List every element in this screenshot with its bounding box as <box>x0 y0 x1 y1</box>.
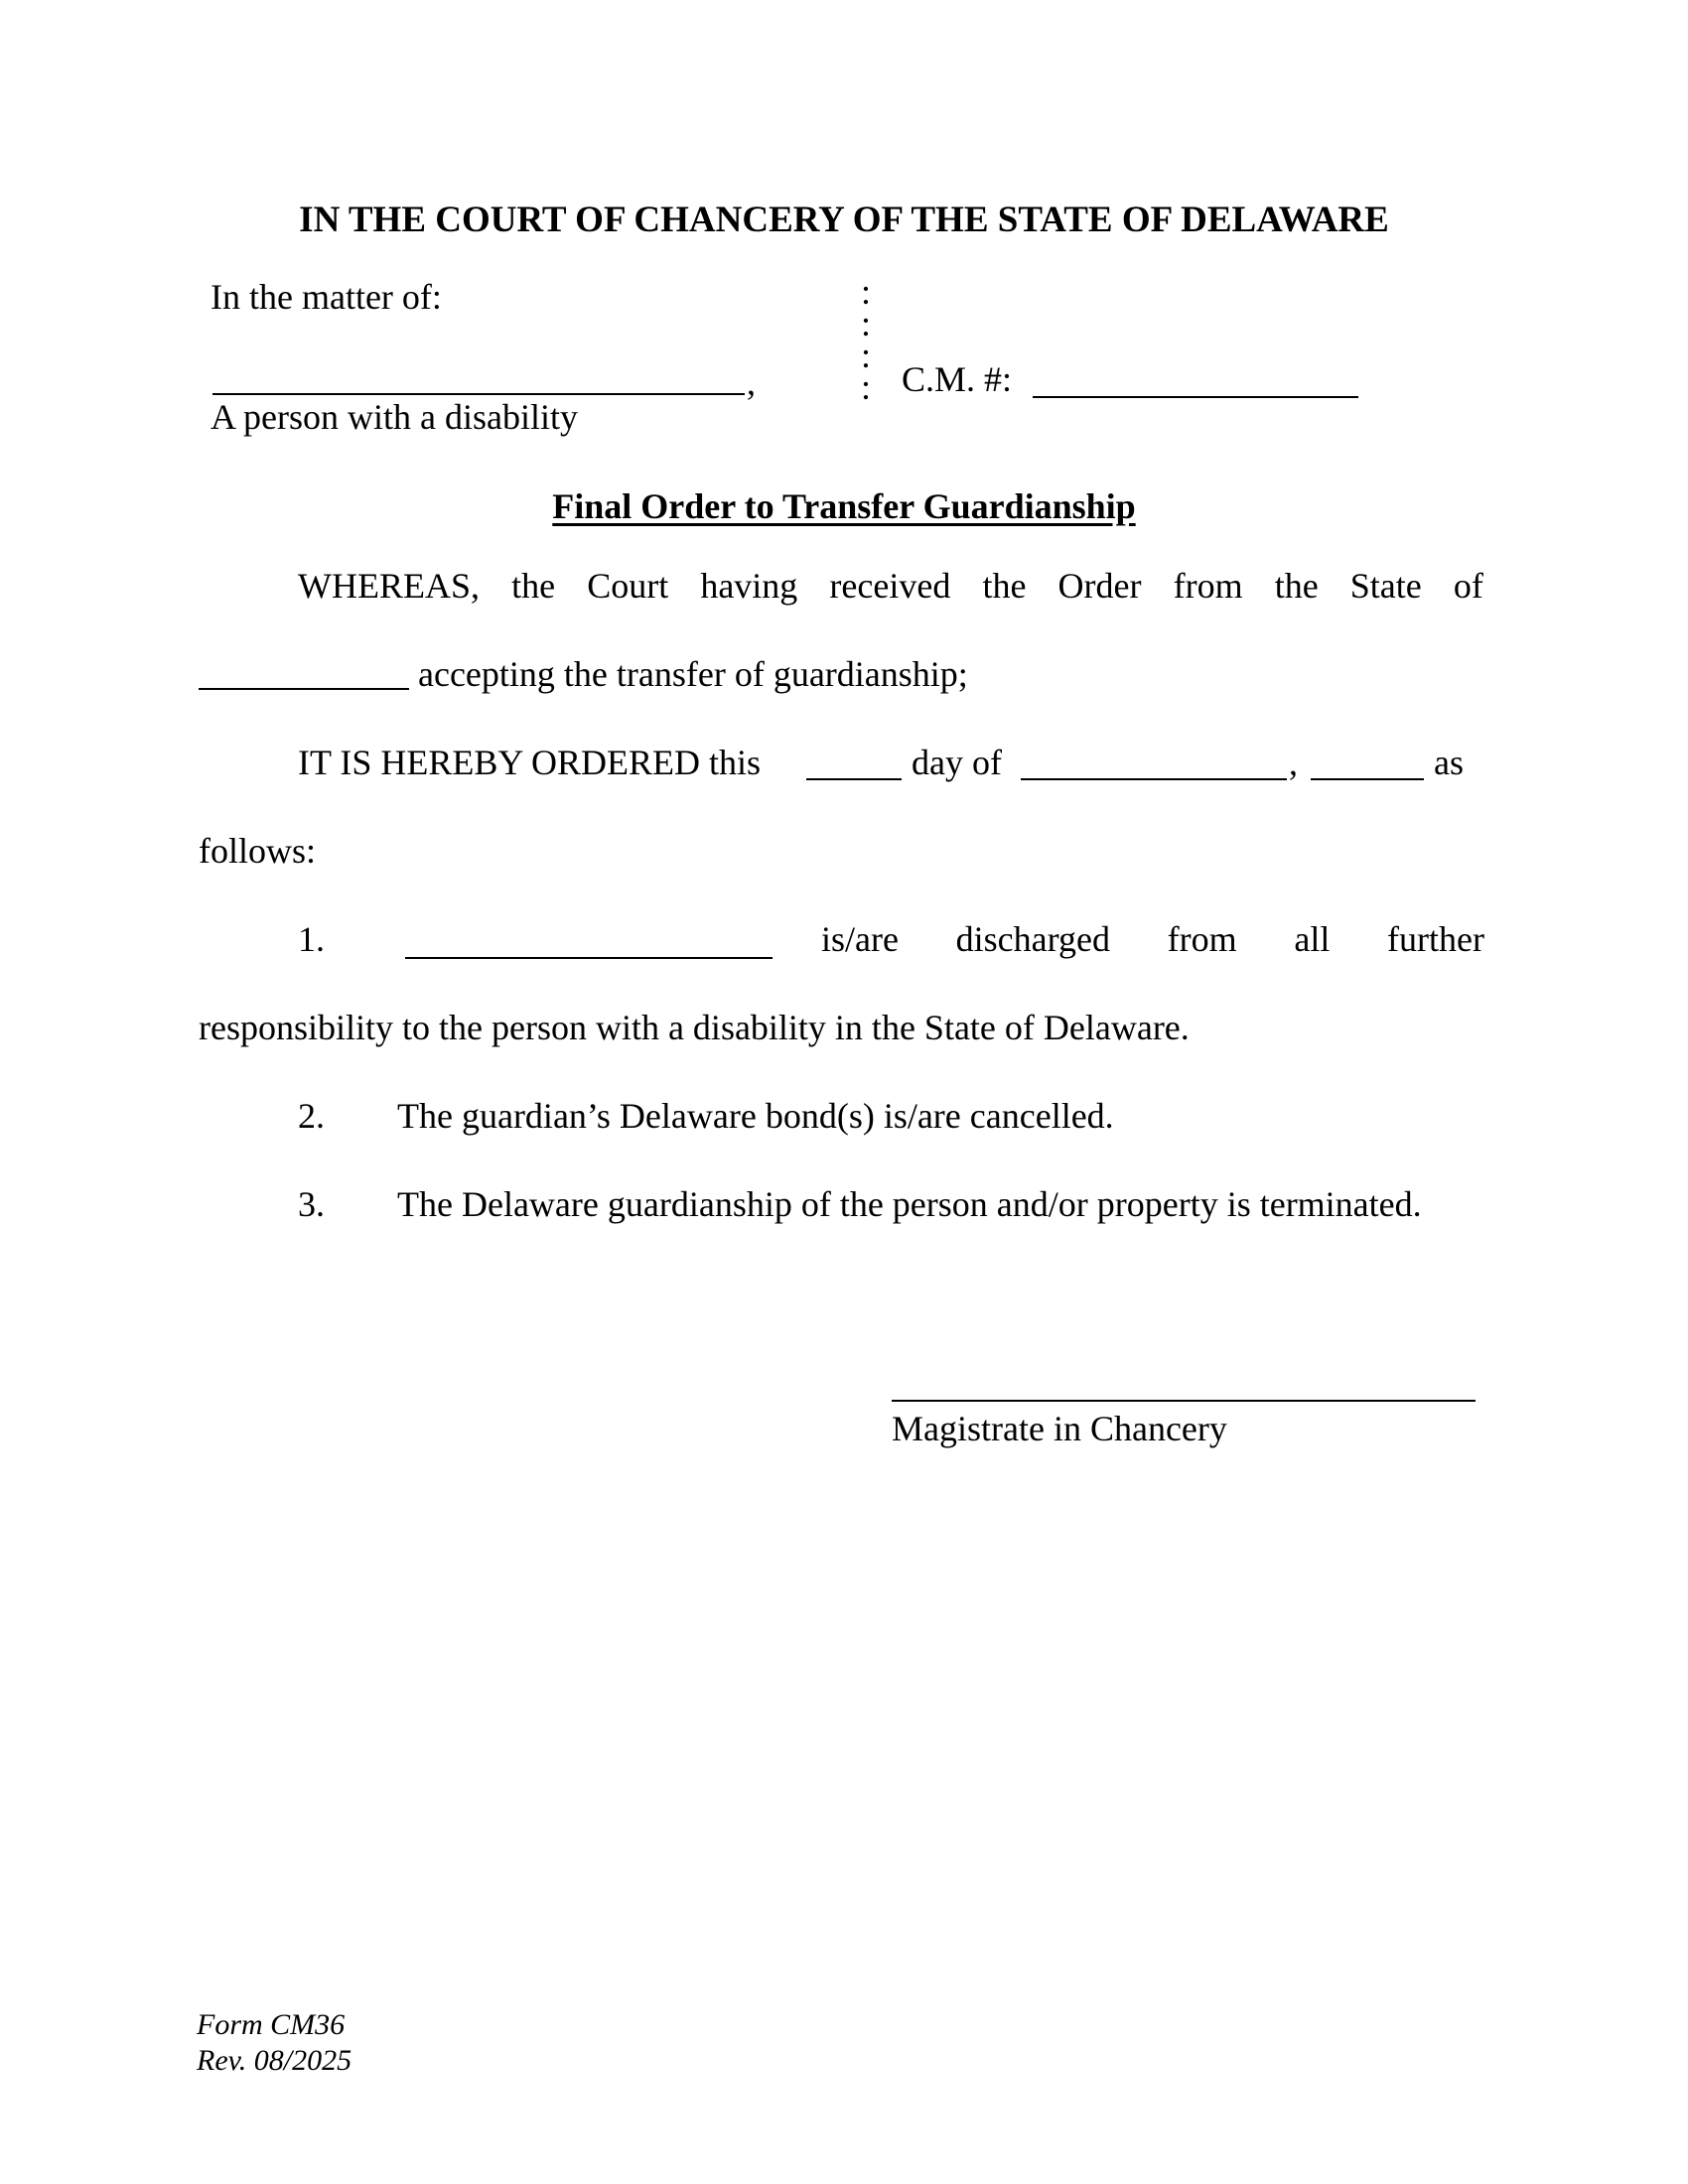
month-field[interactable] <box>1021 778 1287 780</box>
item-2-number: 2. <box>298 1096 325 1136</box>
matter-label: In the matter of: <box>211 277 442 317</box>
court-heading: IN THE COURT OF CHANCERY OF THE STATE OF DELAWARE <box>299 200 1389 240</box>
month-comma: , <box>1289 743 1298 782</box>
whereas-word: the <box>982 566 1027 606</box>
form-number: Form CM36 <box>197 2008 346 2041</box>
year-field[interactable] <box>1311 778 1424 780</box>
whereas-line-2: accepting the transfer of guardianship; <box>418 654 968 694</box>
whereas-word: the <box>1274 566 1319 606</box>
cm-number-label: C.M. #: <box>902 359 1013 399</box>
whereas-line-1 <box>298 564 1483 608</box>
person-with-disability-label: A person with a disability <box>211 397 578 437</box>
state-field[interactable] <box>199 688 409 690</box>
day-field[interactable] <box>806 778 902 780</box>
order-title: Final Order to Transfer Guardianship <box>552 486 1136 526</box>
colon: : <box>860 272 871 312</box>
item-3-text: The Delaware guardianship of the person and/or property is terminated. <box>397 1184 1422 1224</box>
item-2-text: The guardian’s Delaware bond(s) is/are cancelled. <box>397 1096 1114 1136</box>
as-text: as <box>1434 743 1464 782</box>
item-1-word: discharged <box>955 919 1110 959</box>
item-3-number: 3. <box>298 1184 325 1224</box>
form-revision: Rev. 08/2025 <box>197 2044 352 2077</box>
whereas-word: Order <box>1057 566 1142 606</box>
caption-colon-divider <box>856 272 876 407</box>
item-1-number: 1. <box>298 919 325 959</box>
whereas-word: WHEREAS, <box>298 566 480 606</box>
whereas-word: of <box>1453 566 1483 606</box>
cm-number-field[interactable] <box>1033 396 1358 398</box>
signature-line[interactable] <box>892 1400 1476 1402</box>
item-1-line-1 <box>821 917 1484 961</box>
item-1-word: all <box>1294 919 1331 959</box>
follows-text: follows: <box>199 831 317 871</box>
whereas-word: the <box>511 566 556 606</box>
person-name-comma: , <box>747 362 756 402</box>
whereas-word: received <box>829 566 951 606</box>
whereas-word: having <box>700 566 798 606</box>
colon: : <box>860 336 871 375</box>
ordered-text: IT IS HEREBY ORDERED this <box>298 743 762 782</box>
guardian-name-field[interactable] <box>405 957 773 959</box>
whereas-word: from <box>1173 566 1243 606</box>
day-of-text: day of <box>912 743 1002 782</box>
whereas-word: Court <box>587 566 669 606</box>
item-1-line-2: responsibility to the person with a disability in the State of Delaware. <box>199 1008 1190 1047</box>
whereas-word: State <box>1349 566 1422 606</box>
colon: : <box>860 304 871 343</box>
signature-label: Magistrate in Chancery <box>892 1409 1227 1448</box>
item-1-word: from <box>1167 919 1237 959</box>
item-1-word: is/are <box>821 919 899 959</box>
item-1-word: further <box>1387 919 1484 959</box>
colon: : <box>860 367 871 407</box>
